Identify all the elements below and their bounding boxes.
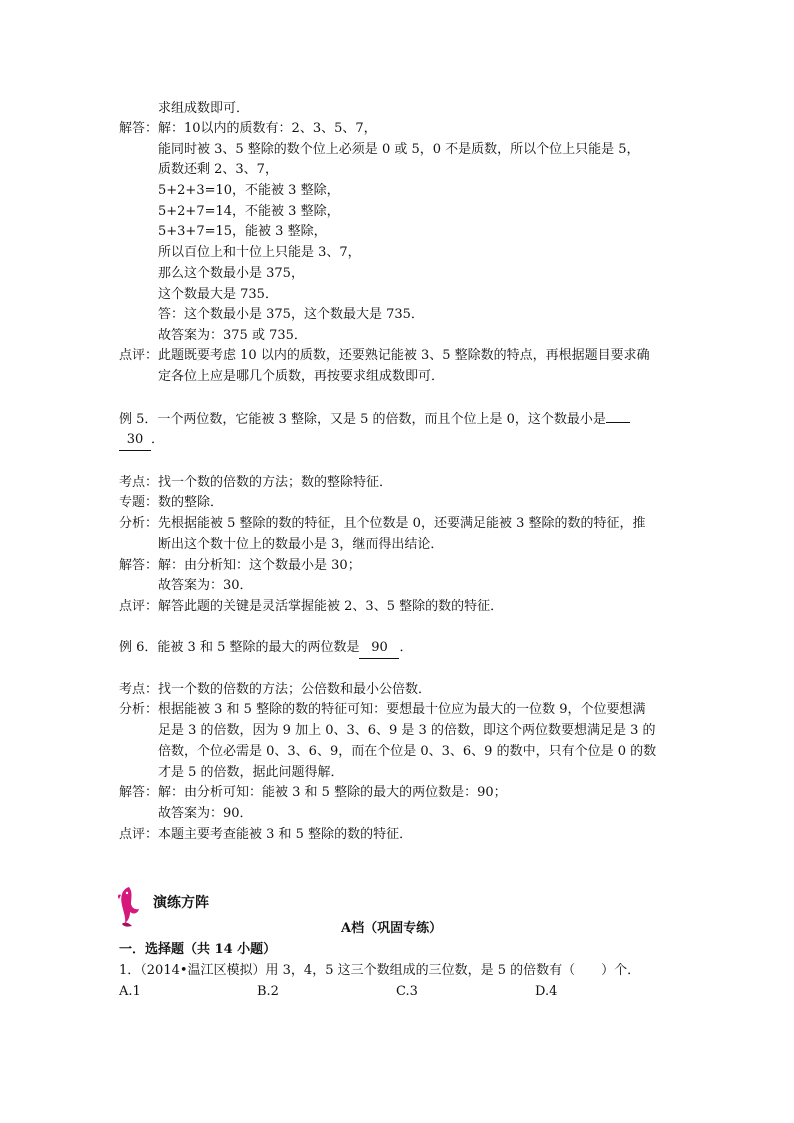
ex6-answer-line: 解：由分析可知：能被 3 和 5 整除的最大的两位数是：90；	[158, 785, 507, 800]
ex5-answer-label: 解答：	[119, 558, 159, 573]
ex4-answer-label: 解答：	[119, 121, 159, 136]
ex4-answer-line: 那么这个数最小是 375，	[158, 266, 304, 281]
ex5-comment: 解答此题的关键是灵活掌握能被 2、3、5 整除的数的特征．	[158, 599, 504, 614]
ex4-answer-line: 这个数最大是 735．	[158, 287, 278, 302]
ex6-analysis-line: 倍数，个位必需是 0、3、6、9，而在个位是 0、3、6、9 的数中，只有个位是 0 的数	[158, 744, 657, 759]
ex5-kaodian: 找一个数的倍数的方法；数的整除特征．	[158, 475, 393, 490]
ex5-question-end: ．	[151, 432, 165, 447]
ex5-analysis-label: 分析：	[119, 516, 159, 531]
ex5-blank-lead	[606, 422, 630, 423]
ex4-comment-line: 定各位上应是哪几个质数，再按要求组成数即可．	[158, 369, 445, 384]
ex5-kaodian-label: 考点：	[119, 475, 159, 490]
ex4-answer-line: 故答案为：375 或 735．	[158, 328, 307, 343]
section-title: 演练方阵	[153, 895, 209, 911]
option-a: A.1	[119, 984, 141, 999]
ex5-question-cont	[119, 430, 164, 451]
ex4-answer-line: 解：10以内的质数有：2、3、5、7，	[158, 121, 377, 136]
ex4-comment-row	[119, 346, 650, 366]
ex4-answer-line: 所以百位上和十位上只能是 3、7，	[158, 245, 361, 260]
ex5-zhuanti: 数的整除．	[158, 495, 224, 510]
ex6-question-text: 例 6．能被 3 和 5 整除的最大的两位数是	[119, 640, 360, 655]
ex5-kaodian-row	[119, 473, 392, 493]
ex6-comment: 本题主要考查能被 3 和 5 整除的数的特征．	[158, 827, 413, 842]
option-c: C.3	[396, 984, 418, 999]
ex6-kaodian: 找一个数的倍数的方法；公倍数和最小公倍数．	[158, 682, 432, 697]
ex4-comment-line: 此题既要考虑 10 以内的质数，还要熟记能被 3、5 整除数的特点，再根据题目要求确	[158, 348, 650, 363]
part-heading: 一．选择题（共 14 小题）	[119, 942, 277, 957]
ex5-question	[119, 410, 630, 430]
ex6-answer-row	[119, 783, 507, 803]
ex6-analysis-line: 根据能被 3 和 5 整除的数的特征可知：要想最十位应为最大的一位数 9，个位要想满	[158, 702, 646, 717]
ex6-kaodian-row	[119, 680, 431, 700]
ex5-analysis-row	[119, 514, 646, 534]
ex5-answer-line: 故答案为：30．	[158, 578, 253, 593]
ex4-answer-line: 5+2+7=14，不能被 3 整除，	[158, 204, 340, 219]
ex6-question-end: ．	[399, 640, 413, 655]
ex5-question-text: 例 5．一个两位数，它能被 3 整除，又是 5 的倍数，而且个位上是 0，这个数最小是	[119, 412, 606, 427]
ex4-answer-row	[119, 119, 377, 139]
ex6-comment-row	[119, 825, 412, 845]
ex4-answer-line: 5+3+7=15，能被 3 整除，	[158, 224, 327, 239]
ex6-answer-line: 故答案为：90．	[158, 806, 253, 821]
ex4-answer-line: 5+2+3=10，不能被 3 整除，	[158, 183, 340, 198]
ex6-question	[119, 638, 413, 659]
ex5-answer-blank: 30	[119, 430, 151, 451]
question-1-text: 1．（2014•温江区模拟）用 3，4，5 这三个数组成的三位数，是 5 的倍数有（ ）个．	[119, 963, 641, 978]
ex6-analysis-line: 足是 3 的倍数，因为 9 加上 0、3、6、9 是 3 的倍数，即这个两位数要想满足是 3 的	[158, 723, 656, 738]
ex6-comment-label: 点评：	[119, 827, 159, 842]
ex5-answer-row	[119, 556, 361, 576]
ex4-comment-label: 点评：	[119, 348, 159, 363]
ex4-answer-line: 答：这个数最小是 375，这个数最大是 735．	[158, 307, 424, 322]
level-title: A档（巩固专练）	[341, 921, 443, 936]
dolphin-logo-icon	[116, 885, 142, 929]
ex6-answer-blank: 90	[359, 638, 399, 659]
ex6-analysis-line: 才是 5 的倍数，据此问题得解．	[158, 765, 344, 780]
ex6-kaodian-label: 考点：	[119, 682, 159, 697]
ex5-analysis-line: 先根据能被 5 整除的数的特征，且个位数是 0，还要满足能被 3 整除的数的特征，推	[158, 516, 646, 531]
ex5-comment-row	[119, 597, 503, 617]
ex4-answer-line: 质数还剩 2、3、7，	[158, 162, 278, 177]
ex5-comment-label: 点评：	[119, 599, 159, 614]
ex6-analysis-label: 分析：	[119, 702, 159, 717]
ex6-answer-label: 解答：	[119, 785, 159, 800]
ex6-analysis-row	[119, 700, 646, 720]
ex4-text-line: 求组成数即可．	[158, 101, 250, 116]
ex5-zhuanti-label: 专题：	[119, 495, 159, 510]
ex5-answer-line: 解：由分析知：这个数最小是 30；	[158, 558, 361, 573]
ex5-analysis-line: 断出这个数十位上的数最小是 3，继而得出结论．	[158, 537, 444, 552]
option-d: D.4	[535, 984, 558, 999]
ex4-answer-line: 能同时被 3、5 整除的数个位上必须是 0 或 5，0 不是质数，所以个位上只能是 5，	[158, 142, 640, 157]
option-b: B.2	[257, 984, 279, 999]
ex5-zhuanti-row	[119, 493, 223, 513]
